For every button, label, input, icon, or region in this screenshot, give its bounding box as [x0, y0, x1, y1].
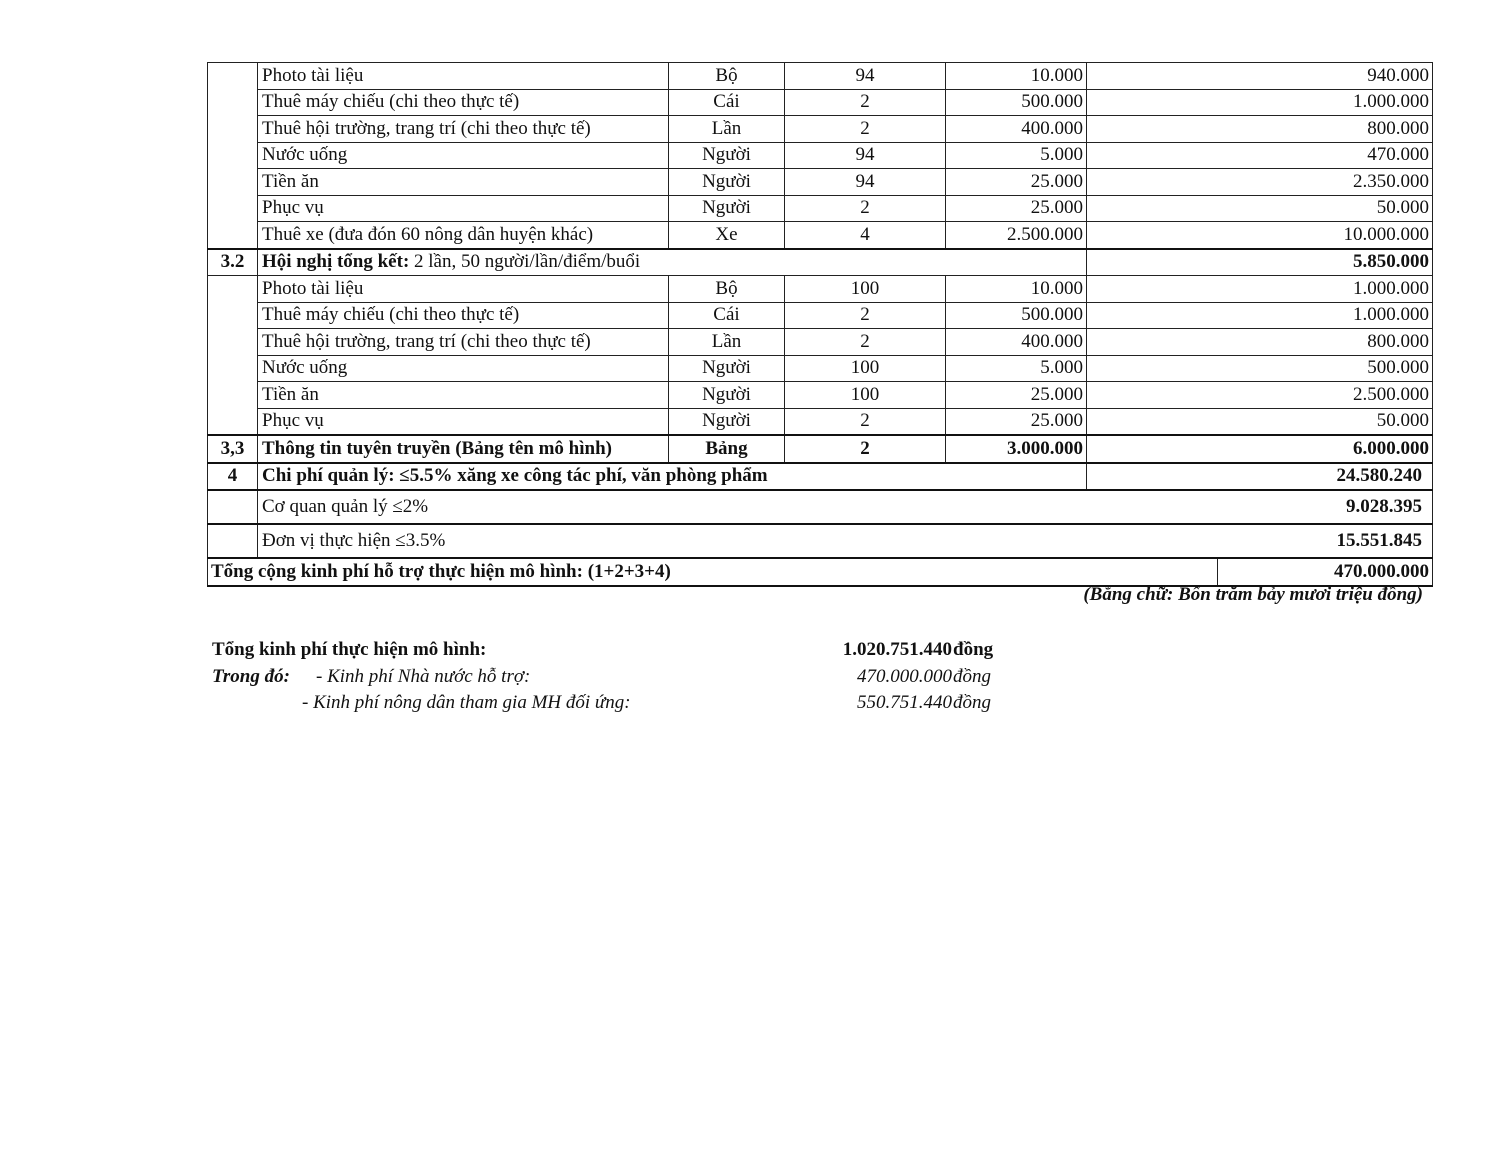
summary-block — [212, 637, 1012, 717]
item-name: Photo tài liệu — [258, 63, 669, 90]
item-amount: 800.000 — [1087, 329, 1433, 356]
item-amount: 50.000 — [1087, 408, 1433, 435]
item-name: Photo tài liệu — [258, 276, 669, 303]
item-unit: Lần — [669, 116, 785, 143]
stt-cell — [208, 276, 258, 436]
item-amount: 940.000 — [1087, 63, 1433, 90]
budget-table-body — [208, 63, 1433, 586]
section-price: 3.000.000 — [946, 435, 1087, 463]
item-unit: Người — [669, 195, 785, 222]
total-label: Tổng cộng kinh phí hỗ trợ thực hiện mô hình: (1+2+3+4) — [208, 558, 1218, 586]
section-amount: 6.000.000 — [1087, 435, 1433, 463]
item-unit: Cái — [669, 302, 785, 329]
summary-farmer-value: 550.751.440 — [857, 692, 952, 713]
item-qty: 2 — [785, 302, 946, 329]
item-name: Phục vụ — [258, 408, 669, 435]
item-amount: 1.000.000 — [1087, 89, 1433, 116]
item-price: 400.000 — [946, 329, 1087, 356]
item-price: 500.000 — [946, 89, 1087, 116]
item-qty: 4 — [785, 222, 946, 249]
summary-state-unit: đồng — [953, 665, 991, 687]
sub-item-amount: 15.551.845 — [1087, 524, 1433, 558]
item-amount: 1.000.000 — [1087, 302, 1433, 329]
section-row-4 — [208, 463, 1433, 491]
summary-farmer-label: - Kinh phí nông dân tham gia MH đối ứng: — [302, 692, 631, 713]
item-qty: 94 — [785, 169, 946, 196]
item-qty: 100 — [785, 382, 946, 409]
item-name: Nước uống — [258, 355, 669, 382]
item-price: 10.000 — [946, 276, 1087, 303]
item-price: 5.000 — [946, 355, 1087, 382]
item-price: 500.000 — [946, 302, 1087, 329]
item-name: Thuê xe (đưa đón 60 nông dân huyện khác) — [258, 222, 669, 249]
table-row — [208, 222, 1433, 249]
section-title: Chi phí quản lý: ≤5.5% xăng xe công tác phí, văn phòng phẩm — [258, 463, 1087, 491]
item-qty: 94 — [785, 142, 946, 169]
item-qty: 2 — [785, 329, 946, 356]
item-qty: 94 — [785, 63, 946, 90]
item-amount: 2.350.000 — [1087, 169, 1433, 196]
table-row — [208, 195, 1433, 222]
item-price: 25.000 — [946, 169, 1087, 196]
summary-total-unit: đồng — [953, 639, 994, 660]
item-unit: Người — [669, 382, 785, 409]
table-row — [208, 382, 1433, 409]
item-name: Thuê máy chiếu (chi theo thực tế) — [258, 89, 669, 116]
section-qty: 2 — [785, 435, 946, 463]
item-price: 400.000 — [946, 116, 1087, 143]
item-name: Thuê máy chiếu (chi theo thực tế) — [258, 302, 669, 329]
item-unit: Người — [669, 169, 785, 196]
section-amount: 24.580.240 — [1087, 463, 1433, 491]
table-row — [208, 89, 1433, 116]
stt-cell — [208, 63, 258, 249]
section-title: Hội nghị tổng kết: — [262, 251, 410, 273]
sub-item-name: Đơn vị thực hiện ≤3.5% — [258, 524, 1087, 558]
table-row — [208, 329, 1433, 356]
item-qty: 2 — [785, 408, 946, 435]
summary-state-line — [212, 664, 1012, 691]
sub-item-amount: 9.028.395 — [1087, 490, 1433, 524]
section-unit: Bảng — [669, 435, 785, 463]
sub-row-implementer — [208, 524, 1433, 558]
item-unit: Bộ — [669, 63, 785, 90]
section-amount: 5.850.000 — [1087, 249, 1433, 276]
item-name: Tiền ăn — [258, 169, 669, 196]
item-price: 25.000 — [946, 195, 1087, 222]
item-unit: Cái — [669, 89, 785, 116]
item-unit: Xe — [669, 222, 785, 249]
table-row — [208, 355, 1433, 382]
summary-total-value: 1.020.751.440 — [842, 639, 952, 660]
item-amount: 500.000 — [1087, 355, 1433, 382]
summary-total-line — [212, 637, 1012, 664]
item-amount: 470.000 — [1087, 142, 1433, 169]
item-price: 2.500.000 — [946, 222, 1087, 249]
item-price: 10.000 — [946, 63, 1087, 90]
sub-item-name: Cơ quan quản lý ≤2% — [258, 490, 1087, 524]
total-amount: 470.000.000 — [1218, 558, 1433, 586]
item-qty: 100 — [785, 355, 946, 382]
item-name: Phục vụ — [258, 195, 669, 222]
total-row — [208, 558, 1433, 586]
item-amount: 50.000 — [1087, 195, 1433, 222]
section-number: 4 — [208, 463, 258, 491]
item-price: 25.000 — [946, 408, 1087, 435]
table-row — [208, 408, 1433, 435]
section-title: Thông tin tuyên truyền (Bảng tên mô hình) — [258, 435, 669, 463]
section-number: 3.2 — [208, 249, 258, 276]
amount-in-words: (Bằng chữ: Bốn trăm bảy mươi triệu đồng) — [1083, 584, 1423, 605]
item-name: Thuê hội trường, trang trí (chi theo thực tế) — [258, 116, 669, 143]
table-row — [208, 276, 1433, 303]
item-name: Tiền ăn — [258, 382, 669, 409]
section-row-3-2 — [208, 249, 1433, 276]
table-row — [208, 169, 1433, 196]
section-number: 3,3 — [208, 435, 258, 463]
table-row — [208, 116, 1433, 143]
summary-state-value: 470.000.000 — [857, 665, 952, 687]
item-unit: Người — [669, 408, 785, 435]
summary-farmer-line — [212, 690, 1012, 717]
item-qty: 2 — [785, 89, 946, 116]
item-unit: Bộ — [669, 276, 785, 303]
item-qty: 2 — [785, 116, 946, 143]
item-amount: 800.000 — [1087, 116, 1433, 143]
item-amount: 1.000.000 — [1087, 276, 1433, 303]
table-row — [208, 63, 1433, 90]
summary-total-label: Tổng kinh phí thực hiện mô hình: — [212, 639, 487, 660]
item-name: Nước uống — [258, 142, 669, 169]
budget-table — [207, 62, 1433, 587]
item-unit: Lần — [669, 329, 785, 356]
item-amount: 2.500.000 — [1087, 382, 1433, 409]
summary-of-which: Trong đó: — [212, 665, 290, 687]
item-price: 25.000 — [946, 382, 1087, 409]
item-price: 5.000 — [946, 142, 1087, 169]
item-qty: 2 — [785, 195, 946, 222]
section-title-cell — [258, 249, 1087, 276]
stt-cell — [208, 490, 258, 524]
item-unit: Người — [669, 142, 785, 169]
item-amount: 10.000.000 — [1087, 222, 1433, 249]
summary-state-label: - Kinh phí Nhà nước hỗ trợ: — [316, 665, 531, 687]
table-row — [208, 302, 1433, 329]
item-qty: 100 — [785, 276, 946, 303]
sub-row-management — [208, 490, 1433, 524]
summary-farmer-unit: đồng — [953, 692, 991, 713]
section-desc: 2 lần, 50 người/lần/điểm/buổi — [409, 251, 641, 273]
table-row — [208, 142, 1433, 169]
item-unit: Người — [669, 355, 785, 382]
stt-cell — [208, 524, 258, 558]
item-name: Thuê hội trường, trang trí (chi theo thực tế) — [258, 329, 669, 356]
section-row-3-3 — [208, 435, 1433, 463]
